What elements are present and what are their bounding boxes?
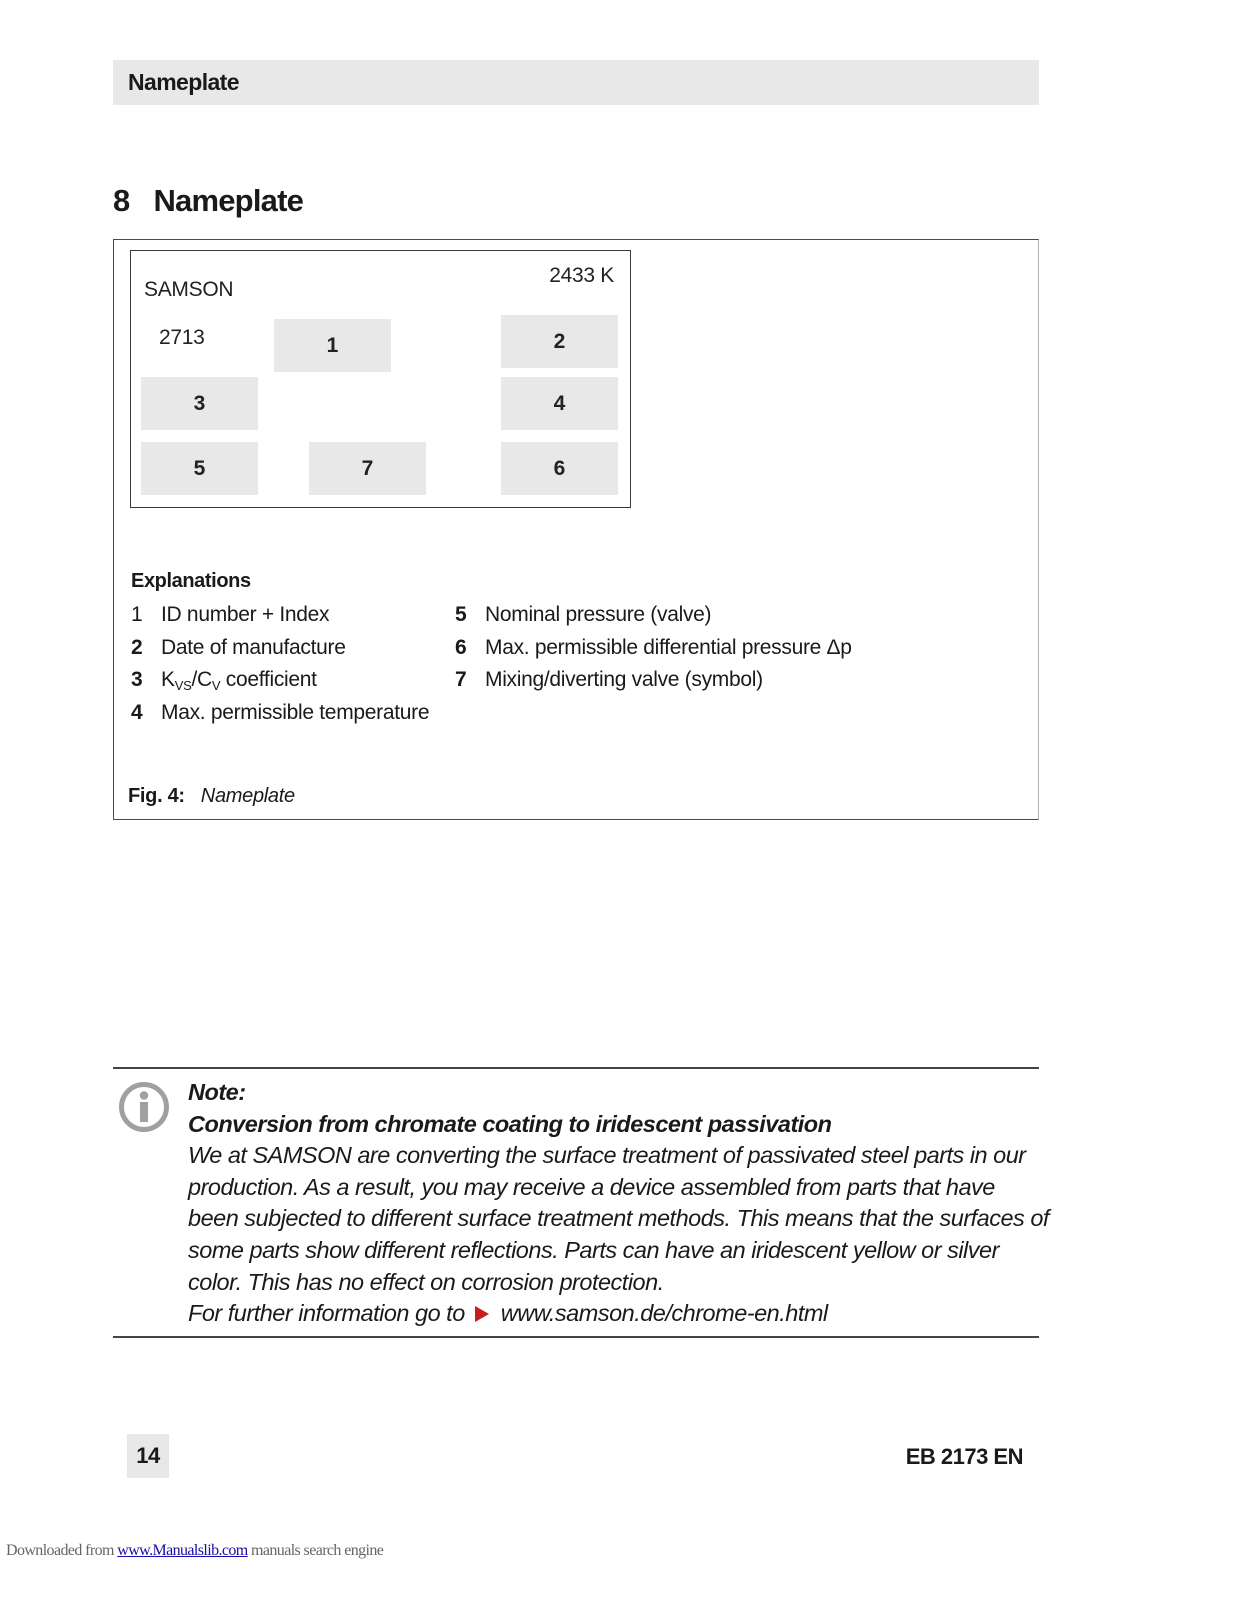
slash: / bbox=[191, 667, 198, 691]
field-label: 4 bbox=[553, 391, 566, 415]
nameplate-field-7 bbox=[309, 442, 426, 495]
manualslib-link[interactable]: www.Manualslib.com bbox=[117, 1542, 248, 1559]
item-text: Max. permissible temperature bbox=[161, 700, 430, 724]
explanation-item-1 bbox=[131, 599, 429, 632]
download-suffix: manuals search engine bbox=[247, 1542, 384, 1559]
note-link-row bbox=[188, 1298, 1048, 1330]
item-text bbox=[161, 668, 317, 693]
item-text: Nominal pressure (valve) bbox=[485, 603, 712, 627]
c-subscript: V bbox=[211, 677, 221, 693]
nameplate-diagram bbox=[130, 250, 631, 508]
figure-frame bbox=[113, 239, 1039, 820]
item-number: 5 bbox=[455, 603, 467, 627]
item-text: Max. permissible differential pressure Δp bbox=[485, 635, 852, 659]
info-icon bbox=[118, 1081, 170, 1133]
note-link[interactable]: www.samson.de/chrome-en.html bbox=[500, 1300, 828, 1327]
section-number: 8 bbox=[113, 183, 130, 218]
nameplate-field-6 bbox=[501, 442, 618, 495]
note-line: been subjected to different surface treatment methods. This means that the surfaces of bbox=[188, 1205, 1049, 1232]
explanations-legend bbox=[131, 570, 1011, 739]
field-label: 1 bbox=[326, 333, 339, 357]
note-link-prefix: For further information go to bbox=[188, 1300, 465, 1327]
note-line: some parts show different reflections. Parts can have an iridescent yellow or silver bbox=[188, 1236, 999, 1263]
nameplate-type-number: 2713 bbox=[159, 326, 205, 349]
explanation-item-7 bbox=[455, 664, 852, 697]
figure-caption bbox=[128, 785, 295, 808]
nameplate-model-code: 2433 K bbox=[549, 264, 614, 287]
note-label: Note: bbox=[188, 1079, 246, 1105]
explanations-title: Explanations bbox=[131, 570, 251, 592]
page-number bbox=[127, 1434, 169, 1478]
note-line: color. This has no effect on corrosion protection. bbox=[188, 1268, 664, 1295]
explanation-item-2 bbox=[131, 632, 429, 665]
k-symbol: K bbox=[161, 667, 175, 691]
k-subscript: VS bbox=[174, 677, 192, 693]
item-text: ID number + Index bbox=[161, 603, 330, 627]
section-heading bbox=[113, 183, 303, 219]
field-label: 2 bbox=[553, 329, 566, 353]
figure-name: Nameplate bbox=[200, 785, 295, 807]
c-symbol: C bbox=[197, 667, 212, 691]
item-number: 1 bbox=[131, 603, 143, 627]
note-divider-bottom bbox=[113, 1336, 1039, 1338]
coefficient-text: coefficient bbox=[220, 667, 317, 691]
nameplate-brand: SAMSON bbox=[144, 278, 234, 301]
download-prefix: Downloaded from bbox=[6, 1542, 118, 1559]
running-header-title: Nameplate bbox=[128, 69, 239, 95]
item-text: Mixing/diverting valve (symbol) bbox=[485, 668, 763, 692]
download-footer bbox=[6, 1542, 383, 1560]
nameplate-field-3 bbox=[141, 377, 258, 430]
field-label: 5 bbox=[193, 456, 206, 480]
field-label: 3 bbox=[193, 391, 206, 415]
nameplate-field-1 bbox=[274, 319, 391, 372]
page-number-text: 14 bbox=[136, 1443, 160, 1468]
item-number: 2 bbox=[131, 635, 143, 659]
note-heading: Conversion from chromate coating to iridescent passivation bbox=[188, 1110, 832, 1137]
note-line: We at SAMSON are converting the surface treatment of passivated steel parts in our bbox=[188, 1142, 1026, 1169]
field-label: 6 bbox=[553, 456, 566, 480]
document-code: EB 2173 EN bbox=[905, 1444, 1023, 1469]
note-divider-top bbox=[113, 1067, 1039, 1069]
nameplate-field-5 bbox=[141, 442, 258, 495]
nameplate-field-4 bbox=[501, 377, 618, 430]
explanation-item-3 bbox=[131, 664, 429, 697]
figure-label: Fig. 4: bbox=[128, 785, 185, 807]
item-number: 4 bbox=[131, 700, 143, 724]
section-title: Nameplate bbox=[153, 183, 304, 218]
explanation-item-6 bbox=[455, 632, 852, 665]
note-block bbox=[188, 1077, 1048, 1330]
explanation-item-5 bbox=[455, 599, 852, 632]
nameplate-field-2 bbox=[501, 315, 618, 368]
red-arrow-icon bbox=[475, 1306, 489, 1322]
item-number: 6 bbox=[455, 635, 467, 659]
item-number: 3 bbox=[131, 668, 143, 692]
item-number: 7 bbox=[455, 668, 467, 692]
note-line: production. As a result, you may receive a device assembled from parts that have bbox=[188, 1173, 995, 1200]
item-text: Date of manufacture bbox=[161, 635, 346, 659]
field-label: 7 bbox=[361, 456, 374, 480]
explanation-item-4 bbox=[131, 697, 429, 730]
running-header bbox=[113, 60, 1039, 105]
